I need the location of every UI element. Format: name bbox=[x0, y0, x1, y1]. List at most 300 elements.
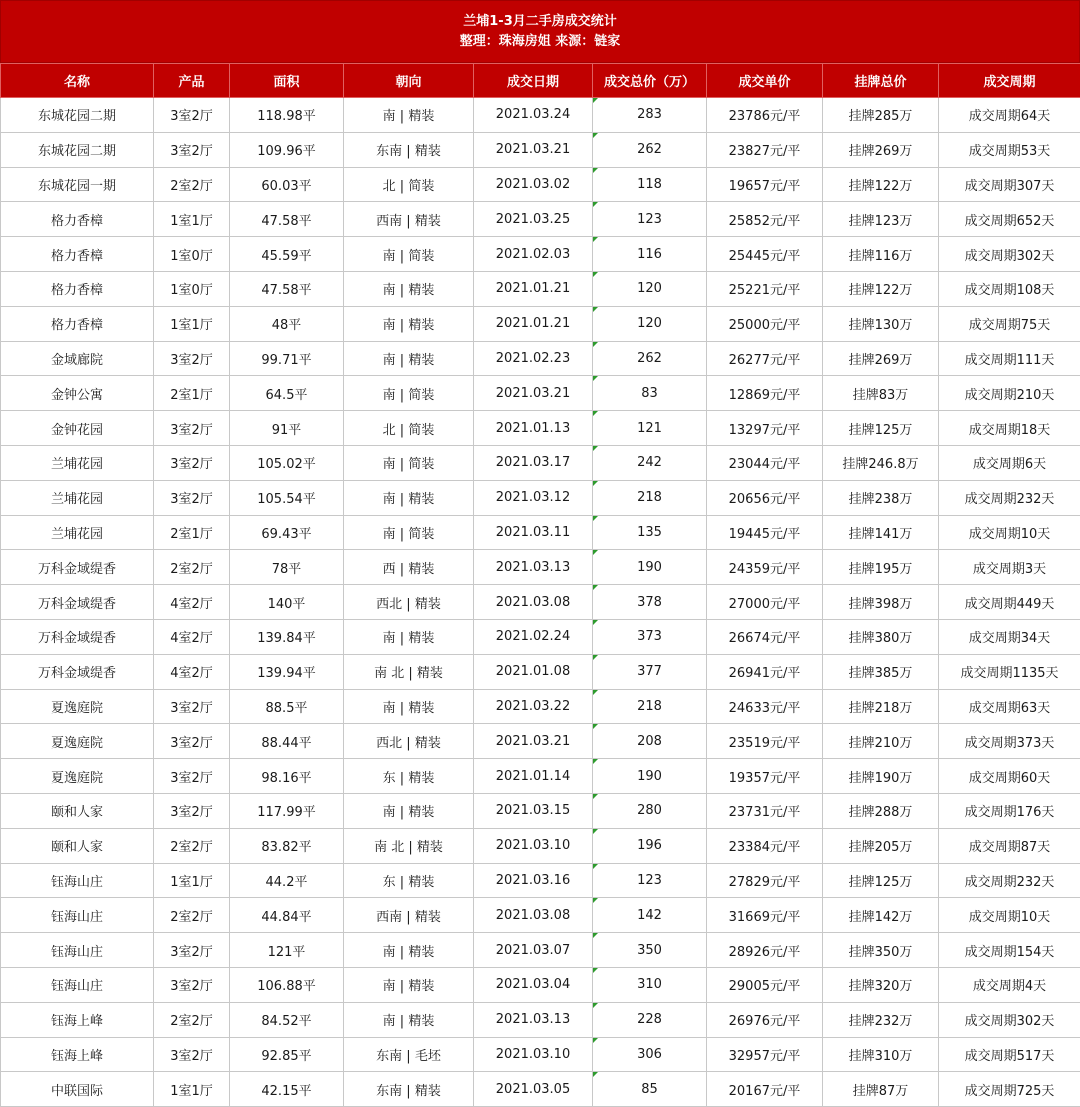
cell-unit-price: 13297元/平 bbox=[707, 411, 823, 446]
cell-listing-price: 挂牌123万 bbox=[823, 202, 939, 237]
table-row bbox=[1, 967, 1080, 1002]
cell-unit-price: 23786元/平 bbox=[707, 98, 823, 133]
table-row bbox=[1, 863, 1080, 898]
cell-total-price: 242 bbox=[593, 445, 707, 480]
cell-area: 105.54平 bbox=[230, 480, 344, 515]
cell-layout: 2室1厅 bbox=[154, 376, 230, 411]
cell-deal-date: 2021.01.21 bbox=[474, 306, 593, 341]
cell-total-price: 123 bbox=[593, 202, 707, 237]
cell-name: 金钟公寓 bbox=[1, 376, 154, 411]
cell-deal-date: 2021.01.13 bbox=[474, 411, 593, 446]
cell-orientation: 南 | 精装 bbox=[344, 480, 474, 515]
cell-listing-price: 挂牌142万 bbox=[823, 898, 939, 933]
cell-unit-price: 25852元/平 bbox=[707, 202, 823, 237]
cell-deal-cycle: 成交周期302天 bbox=[939, 237, 1080, 272]
cell-layout: 3室2厅 bbox=[154, 793, 230, 828]
cell-deal-date: 2021.01.14 bbox=[474, 759, 593, 794]
cell-unit-price: 24359元/平 bbox=[707, 550, 823, 585]
cell-layout: 3室2厅 bbox=[154, 689, 230, 724]
cell-area: 64.5平 bbox=[230, 376, 344, 411]
cell-orientation: 东 | 精装 bbox=[344, 759, 474, 794]
table-row bbox=[1, 724, 1080, 759]
cell-layout: 3室2厅 bbox=[154, 411, 230, 446]
cell-name: 东城花园二期 bbox=[1, 132, 154, 167]
table-row bbox=[1, 933, 1080, 968]
cell-area: 99.71平 bbox=[230, 341, 344, 376]
cell-deal-date: 2021.03.17 bbox=[474, 445, 593, 480]
cell-deal-cycle: 成交周期6天 bbox=[939, 445, 1080, 480]
cell-total-price: 306 bbox=[593, 1037, 707, 1072]
cell-area: 121平 bbox=[230, 933, 344, 968]
column-header-area: 面积 bbox=[230, 64, 344, 98]
table-row bbox=[1, 341, 1080, 376]
cell-layout: 1室1厅 bbox=[154, 202, 230, 237]
sheet-title: 兰埔1-3月二手房成交统计 bbox=[463, 12, 617, 32]
cell-name: 万科金域缇香 bbox=[1, 654, 154, 689]
cell-deal-date: 2021.03.02 bbox=[474, 167, 593, 202]
table-row bbox=[1, 793, 1080, 828]
cell-total-price: 121 bbox=[593, 411, 707, 446]
cell-deal-date: 2021.03.08 bbox=[474, 585, 593, 620]
cell-layout: 3室2厅 bbox=[154, 341, 230, 376]
cell-unit-price: 23519元/平 bbox=[707, 724, 823, 759]
cell-total-price: 378 bbox=[593, 585, 707, 620]
cell-unit-price: 19657元/平 bbox=[707, 167, 823, 202]
cell-name: 中联国际 bbox=[1, 1072, 154, 1107]
cell-deal-date: 2021.02.24 bbox=[474, 619, 593, 654]
cell-area: 83.82平 bbox=[230, 828, 344, 863]
cell-deal-cycle: 成交周期725天 bbox=[939, 1072, 1080, 1107]
cell-orientation: 南 | 精装 bbox=[344, 98, 474, 133]
cell-total-price: 228 bbox=[593, 1002, 707, 1037]
cell-deal-date: 2021.03.10 bbox=[474, 828, 593, 863]
cell-unit-price: 31669元/平 bbox=[707, 898, 823, 933]
cell-area: 105.02平 bbox=[230, 445, 344, 480]
cell-unit-price: 24633元/平 bbox=[707, 689, 823, 724]
cell-deal-date: 2021.01.21 bbox=[474, 271, 593, 306]
cell-deal-date: 2021.02.03 bbox=[474, 237, 593, 272]
cell-deal-date: 2021.02.23 bbox=[474, 341, 593, 376]
cell-orientation: 南 | 精装 bbox=[344, 689, 474, 724]
cell-name: 格力香樟 bbox=[1, 202, 154, 237]
cell-name: 格力香樟 bbox=[1, 237, 154, 272]
cell-listing-price: 挂牌130万 bbox=[823, 306, 939, 341]
cell-orientation: 东南 | 精装 bbox=[344, 132, 474, 167]
table-row bbox=[1, 271, 1080, 306]
cell-unit-price: 32957元/平 bbox=[707, 1037, 823, 1072]
cell-total-price: 142 bbox=[593, 898, 707, 933]
cell-deal-date: 2021.03.04 bbox=[474, 967, 593, 1002]
cell-name: 夏逸庭院 bbox=[1, 724, 154, 759]
cell-listing-price: 挂牌122万 bbox=[823, 167, 939, 202]
cell-orientation: 南 | 简装 bbox=[344, 376, 474, 411]
cell-unit-price: 26941元/平 bbox=[707, 654, 823, 689]
table-row bbox=[1, 1002, 1080, 1037]
cell-deal-date: 2021.03.05 bbox=[474, 1072, 593, 1107]
cell-listing-price: 挂牌205万 bbox=[823, 828, 939, 863]
cell-layout: 3室2厅 bbox=[154, 98, 230, 133]
table-row bbox=[1, 411, 1080, 446]
cell-listing-price: 挂牌210万 bbox=[823, 724, 939, 759]
cell-name: 格力香樟 bbox=[1, 306, 154, 341]
cell-orientation: 东 | 精装 bbox=[344, 863, 474, 898]
cell-deal-cycle: 成交周期232天 bbox=[939, 863, 1080, 898]
cell-name: 夏逸庭院 bbox=[1, 689, 154, 724]
cell-name: 格力香樟 bbox=[1, 271, 154, 306]
cell-deal-date: 2021.03.21 bbox=[474, 376, 593, 411]
cell-area: 48平 bbox=[230, 306, 344, 341]
cell-orientation: 南 | 简装 bbox=[344, 445, 474, 480]
cell-deal-cycle: 成交周期111天 bbox=[939, 341, 1080, 376]
cell-orientation: 北 | 简装 bbox=[344, 411, 474, 446]
cell-listing-price: 挂牌398万 bbox=[823, 585, 939, 620]
cell-unit-price: 25221元/平 bbox=[707, 271, 823, 306]
cell-layout: 3室2厅 bbox=[154, 967, 230, 1002]
cell-orientation: 西 | 精装 bbox=[344, 550, 474, 585]
cell-area: 78平 bbox=[230, 550, 344, 585]
cell-orientation: 南 | 精装 bbox=[344, 341, 474, 376]
cell-total-price: 350 bbox=[593, 933, 707, 968]
cell-layout: 2室2厅 bbox=[154, 898, 230, 933]
cell-area: 139.84平 bbox=[230, 619, 344, 654]
table-row bbox=[1, 1072, 1080, 1107]
cell-total-price: 120 bbox=[593, 306, 707, 341]
cell-name: 兰埔花园 bbox=[1, 480, 154, 515]
cell-total-price: 373 bbox=[593, 619, 707, 654]
column-header-name: 名称 bbox=[1, 64, 154, 98]
cell-layout: 3室2厅 bbox=[154, 759, 230, 794]
cell-layout: 1室1厅 bbox=[154, 863, 230, 898]
cell-name: 兰埔花园 bbox=[1, 445, 154, 480]
cell-deal-date: 2021.03.22 bbox=[474, 689, 593, 724]
cell-orientation: 南 北 | 精装 bbox=[344, 654, 474, 689]
cell-unit-price: 27829元/平 bbox=[707, 863, 823, 898]
cell-layout: 1室0厅 bbox=[154, 271, 230, 306]
cell-name: 钰海山庄 bbox=[1, 863, 154, 898]
cell-unit-price: 26976元/平 bbox=[707, 1002, 823, 1037]
table-row bbox=[1, 515, 1080, 550]
cell-layout: 4室2厅 bbox=[154, 585, 230, 620]
cell-deal-cycle: 成交周期232天 bbox=[939, 480, 1080, 515]
cell-total-price: 116 bbox=[593, 237, 707, 272]
cell-unit-price: 26277元/平 bbox=[707, 341, 823, 376]
cell-name: 钰海上峰 bbox=[1, 1002, 154, 1037]
cell-orientation: 南 | 精装 bbox=[344, 619, 474, 654]
cell-total-price: 208 bbox=[593, 724, 707, 759]
cell-layout: 3室2厅 bbox=[154, 933, 230, 968]
sheet-subtitle: 整理：珠海房姐 来源：链家 bbox=[460, 32, 621, 52]
cell-orientation: 南 | 精装 bbox=[344, 933, 474, 968]
cell-listing-price: 挂牌122万 bbox=[823, 271, 939, 306]
cell-total-price: 83 bbox=[593, 376, 707, 411]
cell-area: 42.15平 bbox=[230, 1072, 344, 1107]
cell-deal-date: 2021.03.13 bbox=[474, 1002, 593, 1037]
cell-orientation: 西南 | 精装 bbox=[344, 202, 474, 237]
cell-deal-date: 2021.03.21 bbox=[474, 132, 593, 167]
cell-name: 颐和人家 bbox=[1, 793, 154, 828]
table-row bbox=[1, 480, 1080, 515]
cell-area: 44.2平 bbox=[230, 863, 344, 898]
transactions-table bbox=[0, 63, 1080, 1107]
cell-unit-price: 23731元/平 bbox=[707, 793, 823, 828]
column-header-total-price: 成交总价（万） bbox=[593, 64, 707, 98]
cell-unit-price: 20656元/平 bbox=[707, 480, 823, 515]
cell-unit-price: 25445元/平 bbox=[707, 237, 823, 272]
cell-area: 88.5平 bbox=[230, 689, 344, 724]
cell-total-price: 123 bbox=[593, 863, 707, 898]
cell-layout: 2室2厅 bbox=[154, 550, 230, 585]
cell-layout: 3室2厅 bbox=[154, 724, 230, 759]
cell-layout: 3室2厅 bbox=[154, 480, 230, 515]
cell-layout: 1室1厅 bbox=[154, 1072, 230, 1107]
cell-unit-price: 26674元/平 bbox=[707, 619, 823, 654]
cell-area: 84.52平 bbox=[230, 1002, 344, 1037]
cell-name: 金域廊院 bbox=[1, 341, 154, 376]
cell-deal-date: 2021.03.21 bbox=[474, 724, 593, 759]
cell-orientation: 西北 | 精装 bbox=[344, 585, 474, 620]
cell-total-price: 377 bbox=[593, 654, 707, 689]
cell-total-price: 196 bbox=[593, 828, 707, 863]
column-header-orientation: 朝向 bbox=[344, 64, 474, 98]
table-row bbox=[1, 759, 1080, 794]
cell-deal-cycle: 成交周期154天 bbox=[939, 933, 1080, 968]
cell-unit-price: 29005元/平 bbox=[707, 967, 823, 1002]
cell-name: 兰埔花园 bbox=[1, 515, 154, 550]
cell-listing-price: 挂牌116万 bbox=[823, 237, 939, 272]
cell-listing-price: 挂牌238万 bbox=[823, 480, 939, 515]
table-row bbox=[1, 689, 1080, 724]
cell-listing-price: 挂牌310万 bbox=[823, 1037, 939, 1072]
cell-listing-price: 挂牌285万 bbox=[823, 98, 939, 133]
cell-name: 东城花园二期 bbox=[1, 98, 154, 133]
cell-deal-cycle: 成交周期652天 bbox=[939, 202, 1080, 237]
cell-unit-price: 20167元/平 bbox=[707, 1072, 823, 1107]
table-row bbox=[1, 585, 1080, 620]
cell-deal-cycle: 成交周期60天 bbox=[939, 759, 1080, 794]
cell-unit-price: 19357元/平 bbox=[707, 759, 823, 794]
cell-unit-price: 25000元/平 bbox=[707, 306, 823, 341]
cell-deal-cycle: 成交周期176天 bbox=[939, 793, 1080, 828]
cell-area: 98.16平 bbox=[230, 759, 344, 794]
cell-deal-date: 2021.03.08 bbox=[474, 898, 593, 933]
cell-layout: 4室2厅 bbox=[154, 619, 230, 654]
cell-deal-cycle: 成交周期307天 bbox=[939, 167, 1080, 202]
table-row bbox=[1, 550, 1080, 585]
cell-orientation: 南 | 精装 bbox=[344, 271, 474, 306]
cell-area: 45.59平 bbox=[230, 237, 344, 272]
cell-area: 44.84平 bbox=[230, 898, 344, 933]
cell-listing-price: 挂牌385万 bbox=[823, 654, 939, 689]
cell-name: 钰海山庄 bbox=[1, 933, 154, 968]
cell-name: 钰海山庄 bbox=[1, 967, 154, 1002]
cell-name: 钰海山庄 bbox=[1, 898, 154, 933]
cell-deal-cycle: 成交周期373天 bbox=[939, 724, 1080, 759]
table-row bbox=[1, 828, 1080, 863]
cell-unit-price: 23044元/平 bbox=[707, 445, 823, 480]
cell-deal-date: 2021.03.11 bbox=[474, 515, 593, 550]
cell-unit-price: 23827元/平 bbox=[707, 132, 823, 167]
cell-name: 万科金域缇香 bbox=[1, 550, 154, 585]
cell-total-price: 262 bbox=[593, 132, 707, 167]
cell-total-price: 190 bbox=[593, 550, 707, 585]
cell-area: 106.88平 bbox=[230, 967, 344, 1002]
cell-listing-price: 挂牌87万 bbox=[823, 1072, 939, 1107]
column-header-listing-price: 挂牌总价 bbox=[823, 64, 939, 98]
cell-unit-price: 12869元/平 bbox=[707, 376, 823, 411]
cell-name: 颐和人家 bbox=[1, 828, 154, 863]
cell-area: 92.85平 bbox=[230, 1037, 344, 1072]
cell-deal-date: 2021.03.10 bbox=[474, 1037, 593, 1072]
cell-listing-price: 挂牌232万 bbox=[823, 1002, 939, 1037]
cell-area: 47.58平 bbox=[230, 271, 344, 306]
cell-area: 118.98平 bbox=[230, 98, 344, 133]
cell-area: 47.58平 bbox=[230, 202, 344, 237]
cell-area: 117.99平 bbox=[230, 793, 344, 828]
cell-orientation: 南 | 精装 bbox=[344, 793, 474, 828]
cell-area: 139.94平 bbox=[230, 654, 344, 689]
table-row bbox=[1, 237, 1080, 272]
cell-listing-price: 挂牌190万 bbox=[823, 759, 939, 794]
cell-listing-price: 挂牌246.8万 bbox=[823, 445, 939, 480]
column-header-deal-date: 成交日期 bbox=[474, 64, 593, 98]
cell-orientation: 南 北 | 精装 bbox=[344, 828, 474, 863]
cell-listing-price: 挂牌83万 bbox=[823, 376, 939, 411]
cell-area: 91平 bbox=[230, 411, 344, 446]
cell-area: 60.03平 bbox=[230, 167, 344, 202]
cell-orientation: 西北 | 精装 bbox=[344, 724, 474, 759]
cell-deal-cycle: 成交周期3天 bbox=[939, 550, 1080, 585]
cell-listing-price: 挂牌288万 bbox=[823, 793, 939, 828]
table-row bbox=[1, 654, 1080, 689]
table-row bbox=[1, 898, 1080, 933]
column-header-deal-cycle: 成交周期 bbox=[939, 64, 1080, 98]
cell-layout: 2室2厅 bbox=[154, 167, 230, 202]
cell-layout: 1室1厅 bbox=[154, 306, 230, 341]
cell-deal-cycle: 成交周期449天 bbox=[939, 585, 1080, 620]
table-row bbox=[1, 167, 1080, 202]
cell-deal-cycle: 成交周期75天 bbox=[939, 306, 1080, 341]
cell-orientation: 南 | 精装 bbox=[344, 306, 474, 341]
cell-area: 88.44平 bbox=[230, 724, 344, 759]
cell-total-price: 118 bbox=[593, 167, 707, 202]
column-header-unit-price: 成交单价 bbox=[707, 64, 823, 98]
cell-listing-price: 挂牌320万 bbox=[823, 967, 939, 1002]
cell-orientation: 西南 | 精装 bbox=[344, 898, 474, 933]
cell-deal-date: 2021.03.25 bbox=[474, 202, 593, 237]
cell-total-price: 120 bbox=[593, 271, 707, 306]
cell-deal-date: 2021.03.13 bbox=[474, 550, 593, 585]
table-row bbox=[1, 98, 1080, 133]
cell-name: 钰海上峰 bbox=[1, 1037, 154, 1072]
cell-total-price: 280 bbox=[593, 793, 707, 828]
cell-layout: 1室0厅 bbox=[154, 237, 230, 272]
cell-orientation: 南 | 简装 bbox=[344, 237, 474, 272]
cell-total-price: 310 bbox=[593, 967, 707, 1002]
cell-total-price: 85 bbox=[593, 1072, 707, 1107]
cell-orientation: 南 | 精装 bbox=[344, 967, 474, 1002]
cell-deal-date: 2021.03.07 bbox=[474, 933, 593, 968]
table-row bbox=[1, 306, 1080, 341]
cell-deal-cycle: 成交周期53天 bbox=[939, 132, 1080, 167]
cell-layout: 3室2厅 bbox=[154, 1037, 230, 1072]
cell-deal-date: 2021.03.24 bbox=[474, 98, 593, 133]
cell-deal-date: 2021.03.12 bbox=[474, 480, 593, 515]
cell-unit-price: 28926元/平 bbox=[707, 933, 823, 968]
column-header-layout: 产品 bbox=[154, 64, 230, 98]
cell-listing-price: 挂牌141万 bbox=[823, 515, 939, 550]
cell-listing-price: 挂牌195万 bbox=[823, 550, 939, 585]
cell-name: 东城花园一期 bbox=[1, 167, 154, 202]
cell-unit-price: 23384元/平 bbox=[707, 828, 823, 863]
cell-total-price: 218 bbox=[593, 480, 707, 515]
table-row bbox=[1, 619, 1080, 654]
cell-layout: 2室2厅 bbox=[154, 828, 230, 863]
cell-deal-cycle: 成交周期210天 bbox=[939, 376, 1080, 411]
header-row bbox=[1, 64, 1080, 98]
cell-unit-price: 19445元/平 bbox=[707, 515, 823, 550]
cell-deal-cycle: 成交周期63天 bbox=[939, 689, 1080, 724]
cell-total-price: 218 bbox=[593, 689, 707, 724]
cell-area: 69.43平 bbox=[230, 515, 344, 550]
cell-orientation: 北 | 简装 bbox=[344, 167, 474, 202]
cell-area: 109.96平 bbox=[230, 132, 344, 167]
cell-layout: 4室2厅 bbox=[154, 654, 230, 689]
cell-deal-cycle: 成交周期302天 bbox=[939, 1002, 1080, 1037]
cell-unit-price: 27000元/平 bbox=[707, 585, 823, 620]
table-row bbox=[1, 132, 1080, 167]
cell-deal-date: 2021.03.15 bbox=[474, 793, 593, 828]
cell-deal-cycle: 成交周期108天 bbox=[939, 271, 1080, 306]
cell-deal-cycle: 成交周期64天 bbox=[939, 98, 1080, 133]
cell-deal-cycle: 成交周期517天 bbox=[939, 1037, 1080, 1072]
cell-total-price: 262 bbox=[593, 341, 707, 376]
cell-total-price: 190 bbox=[593, 759, 707, 794]
cell-layout: 2室2厅 bbox=[154, 1002, 230, 1037]
cell-name: 万科金域缇香 bbox=[1, 619, 154, 654]
cell-deal-cycle: 成交周期87天 bbox=[939, 828, 1080, 863]
cell-orientation: 东南 | 精装 bbox=[344, 1072, 474, 1107]
cell-total-price: 135 bbox=[593, 515, 707, 550]
cell-name: 万科金域缇香 bbox=[1, 585, 154, 620]
table-row bbox=[1, 1037, 1080, 1072]
cell-orientation: 南 | 简装 bbox=[344, 515, 474, 550]
cell-name: 金钟花园 bbox=[1, 411, 154, 446]
cell-listing-price: 挂牌380万 bbox=[823, 619, 939, 654]
cell-orientation: 东南 | 毛坯 bbox=[344, 1037, 474, 1072]
cell-name: 夏逸庭院 bbox=[1, 759, 154, 794]
cell-listing-price: 挂牌125万 bbox=[823, 863, 939, 898]
cell-listing-price: 挂牌269万 bbox=[823, 132, 939, 167]
cell-deal-date: 2021.01.08 bbox=[474, 654, 593, 689]
table-body bbox=[1, 98, 1080, 1107]
cell-orientation: 南 | 精装 bbox=[344, 1002, 474, 1037]
cell-layout: 2室1厅 bbox=[154, 515, 230, 550]
cell-total-price: 283 bbox=[593, 98, 707, 133]
cell-listing-price: 挂牌218万 bbox=[823, 689, 939, 724]
cell-deal-cycle: 成交周期4天 bbox=[939, 967, 1080, 1002]
cell-deal-cycle: 成交周期18天 bbox=[939, 411, 1080, 446]
table-row bbox=[1, 376, 1080, 411]
cell-deal-cycle: 成交周期10天 bbox=[939, 898, 1080, 933]
cell-listing-price: 挂牌350万 bbox=[823, 933, 939, 968]
cell-listing-price: 挂牌125万 bbox=[823, 411, 939, 446]
cell-layout: 3室2厅 bbox=[154, 445, 230, 480]
title-banner bbox=[0, 0, 1080, 63]
cell-deal-cycle: 成交周期34天 bbox=[939, 619, 1080, 654]
cell-layout: 3室2厅 bbox=[154, 132, 230, 167]
cell-listing-price: 挂牌269万 bbox=[823, 341, 939, 376]
table-row bbox=[1, 202, 1080, 237]
